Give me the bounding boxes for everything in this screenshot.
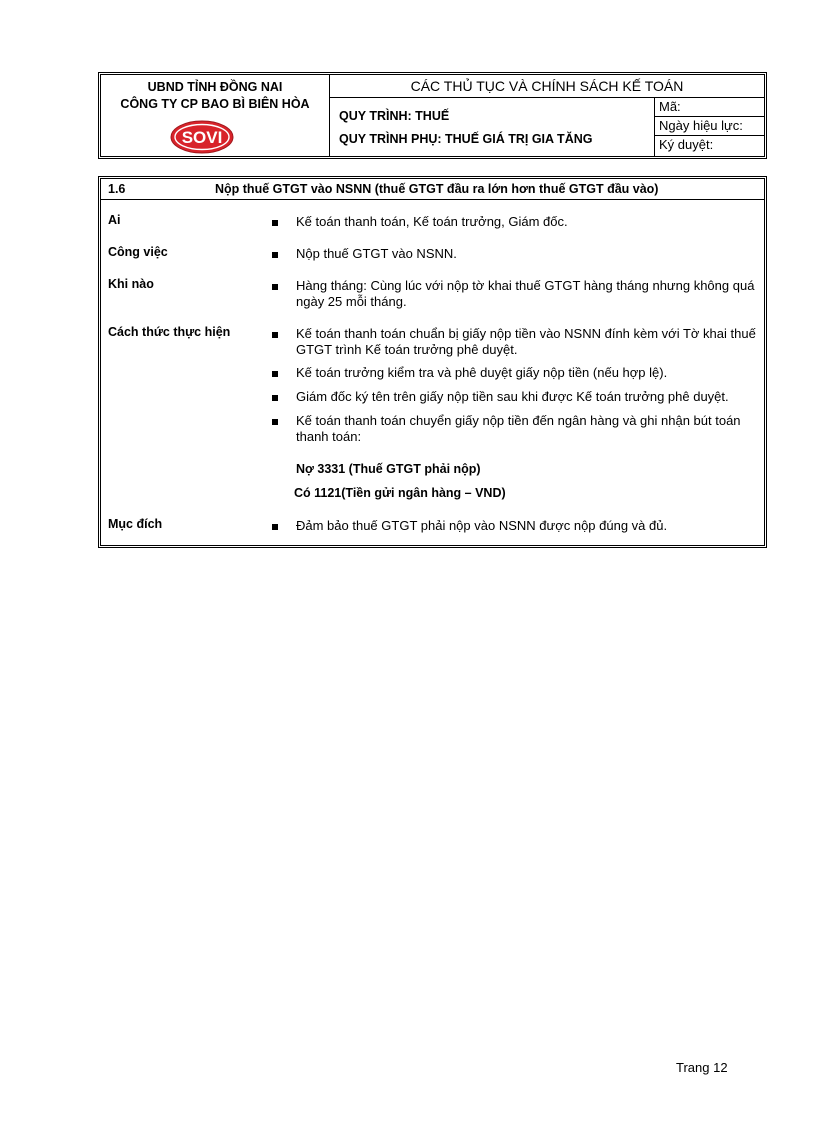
how-step-3: Giám đốc ký tên trên giấy nộp tiền sau khi được Kế toán trưởng phê duyệt. <box>296 389 729 404</box>
metadata-cells <box>655 98 764 156</box>
procedure-section <box>98 176 767 548</box>
org-line-1: UBND TỈNH ĐỒNG NAI <box>147 80 283 94</box>
organization-cell <box>101 75 330 156</box>
purpose-label: Mục đích <box>108 517 163 531</box>
sub-process-label: QUY TRÌNH PHỤ: THUẾ GIÁ TRỊ GIA TĂNG <box>339 132 593 146</box>
how-step-4: Kế toán thanh toán chuyển giấy nộp tiền đến ngân hàng và ghi nhận bút toán thanh toán: <box>296 413 741 444</box>
approval-field: Ký duyệt: <box>659 137 714 152</box>
bullet-icon <box>272 524 278 530</box>
bullet-icon <box>272 419 278 425</box>
bullet-icon <box>272 220 278 226</box>
section-heading-row <box>101 179 764 200</box>
bullet-icon <box>272 284 278 290</box>
who-text: Kế toán thanh toán, Kế toán trưởng, Giám đốc. <box>296 214 568 229</box>
how-label: Cách thức thực hiện <box>108 325 231 339</box>
bullet-icon <box>272 395 278 401</box>
how-step-2: Kế toán trưởng kiểm tra và phê duyệt giấy nộp tiền (nếu hợp lệ). <box>296 365 668 380</box>
bullet-icon <box>272 371 278 377</box>
page-number: Trang 12 <box>676 1060 728 1075</box>
debit-entry: Nợ 3331 (Thuế GTGT phải nộp) <box>296 462 481 476</box>
document-title: CÁC THỦ TỤC VÀ CHÍNH SÁCH KẾ TOÁN <box>330 75 764 98</box>
how-step-1: Kế toán thanh toán chuẩn bị giấy nộp tiền vào NSNN đính kèm với Tờ khai thuế GTGT trình Kế toán trưởng phê duyệt. <box>296 326 756 357</box>
when-label: Khi nào <box>108 277 154 291</box>
when-text: Hàng tháng: Cùng lúc với nộp tờ khai thuế GTGT hàng tháng nhưng không quá ngày 25 mỗi tháng. <box>296 278 755 309</box>
org-line-2: CÔNG TY CP BAO BÌ BIÊN HÒA <box>120 97 310 111</box>
credit-entry: Có 1121(Tiền gửi ngân hàng – VND) <box>294 486 506 500</box>
purpose-text: Đảm bảo thuế GTGT phải nộp vào NSNN được nộp đúng và đủ. <box>296 518 668 533</box>
bullet-icon <box>272 332 278 338</box>
section-number: 1.6 <box>108 182 126 196</box>
bullet-icon <box>272 252 278 258</box>
logo-text: SOVI <box>181 128 223 147</box>
task-text: Nộp thuế GTGT vào NSNN. <box>296 246 457 261</box>
code-field: Mã: <box>655 98 764 117</box>
document-header <box>98 72 767 159</box>
process-label: QUY TRÌNH: THUẾ <box>339 109 450 123</box>
task-label: Công việc <box>108 245 168 259</box>
sovi-logo <box>170 120 234 154</box>
process-cell <box>330 98 655 156</box>
section-heading: Nộp thuế GTGT vào NSNN (thuế GTGT đầu ra lớn hơn thuế GTGT đầu vào) <box>215 182 659 196</box>
who-label: Ai <box>108 213 121 227</box>
effective-date-field: Ngày hiệu lực: <box>655 117 764 136</box>
